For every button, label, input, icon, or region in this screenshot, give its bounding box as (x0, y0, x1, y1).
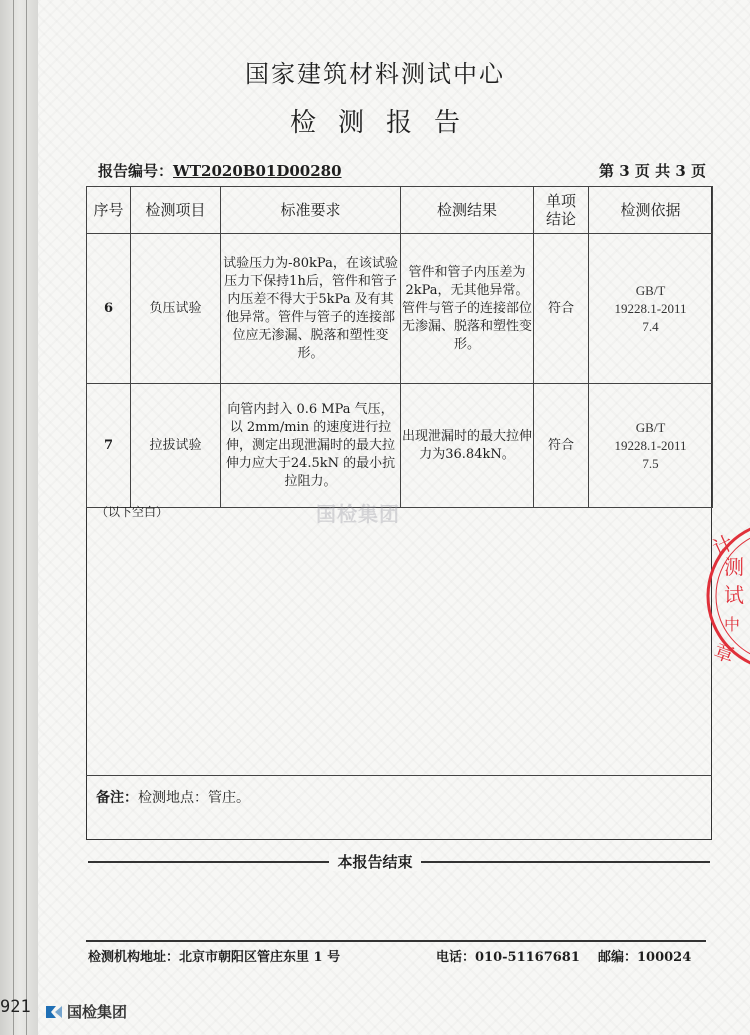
brand-name: 国检集团 (67, 1003, 128, 1021)
table-header-row (87, 187, 713, 234)
basis-standard: GB/T (635, 282, 666, 298)
svg-text:中: 中 (724, 615, 741, 634)
report-end: 本报告结束 (0, 851, 750, 872)
col-header-requirement: 标准要求 (221, 187, 401, 234)
col-header-conclusion: 单项结论 (534, 187, 589, 234)
brand-logo-icon (44, 1004, 64, 1020)
cell-requirement: 向管内封入 0.6 MPa 气压，以 2mm/min 的速度进行拉伸，测定出现泄漏时的最大拉伸力应大于24.5kN 的最小抗拉阻力。 (221, 384, 401, 508)
col-header-item: 检测项目 (131, 187, 221, 234)
cell-conclusion: 符合 (534, 384, 589, 508)
results-table (86, 186, 713, 508)
cell-no: 7 (87, 384, 131, 508)
svg-text:试: 试 (724, 583, 744, 607)
cell-result: 管件和管子内压差为 2kPa，无其他异常。管件与管子的连接部位无渗漏、脱落和塑性变形。 (401, 234, 534, 384)
basis-clause: 7.4 (642, 318, 659, 334)
remark-divider (86, 775, 712, 776)
basis-clause: 7.5 (642, 455, 659, 471)
cell-item: 负压试验 (131, 234, 221, 384)
cell-requirement: 试验压力为-80kPa，在该试验压力下保持1h后，管件和管子内压差不得大于5kPa 及有其他异常。管件与管子的连接部位应无渗漏、脱落和塑性变形。 (221, 234, 401, 384)
table-row (87, 384, 713, 508)
cell-result: 出现泄漏时的最大拉伸力为36.84kN。 (401, 384, 534, 508)
svg-text:测: 测 (724, 555, 744, 579)
cell-conclusion: 符合 (534, 234, 589, 384)
svg-text:章: 章 (710, 638, 738, 668)
report-number-label: 报告编号： (98, 162, 174, 180)
svg-text:计: 计 (708, 530, 737, 561)
col-header-no: 序号 (87, 187, 131, 234)
watermark: 国检集团 (316, 502, 400, 526)
basis-number: 19228.1-2011 (614, 437, 687, 453)
org-title: 国家建筑材料测试中心 (245, 60, 505, 88)
footer-address: 检测机构地址：北京市朝阳区管庄东里 1 号 (88, 950, 341, 965)
remark-text: 检测地点：管庄。 (138, 790, 250, 806)
remark-label: 备注： (96, 790, 138, 806)
binding-spine (0, 0, 38, 1035)
official-seal (700, 518, 750, 678)
doc-title: 检测报告 (289, 108, 482, 138)
cell-item: 拉拔试验 (131, 384, 221, 508)
cell-basis (589, 234, 713, 384)
report-number (98, 160, 342, 181)
page-info: 第 3 页 共 3 页 (599, 162, 706, 180)
basis-standard: GB/T (635, 419, 666, 435)
brand-mark (44, 1001, 127, 1022)
col-header-result: 检测结果 (401, 187, 534, 234)
cell-no: 6 (87, 234, 131, 384)
footer-phone: 电话：010-51167681 (436, 950, 580, 965)
report-number-value: WT2020B01D00280 (173, 162, 342, 180)
table-row (87, 234, 713, 384)
col-header-basis: 检测依据 (589, 187, 713, 234)
basis-number: 19228.1-2011 (614, 300, 687, 316)
remark (96, 787, 250, 807)
footer-divider (86, 940, 706, 942)
blank-below-note: （以下空白） (96, 505, 169, 519)
footer-postcode: 邮编：100024 (598, 950, 692, 965)
cell-basis (589, 384, 713, 508)
page-number: 921 (0, 997, 31, 1017)
